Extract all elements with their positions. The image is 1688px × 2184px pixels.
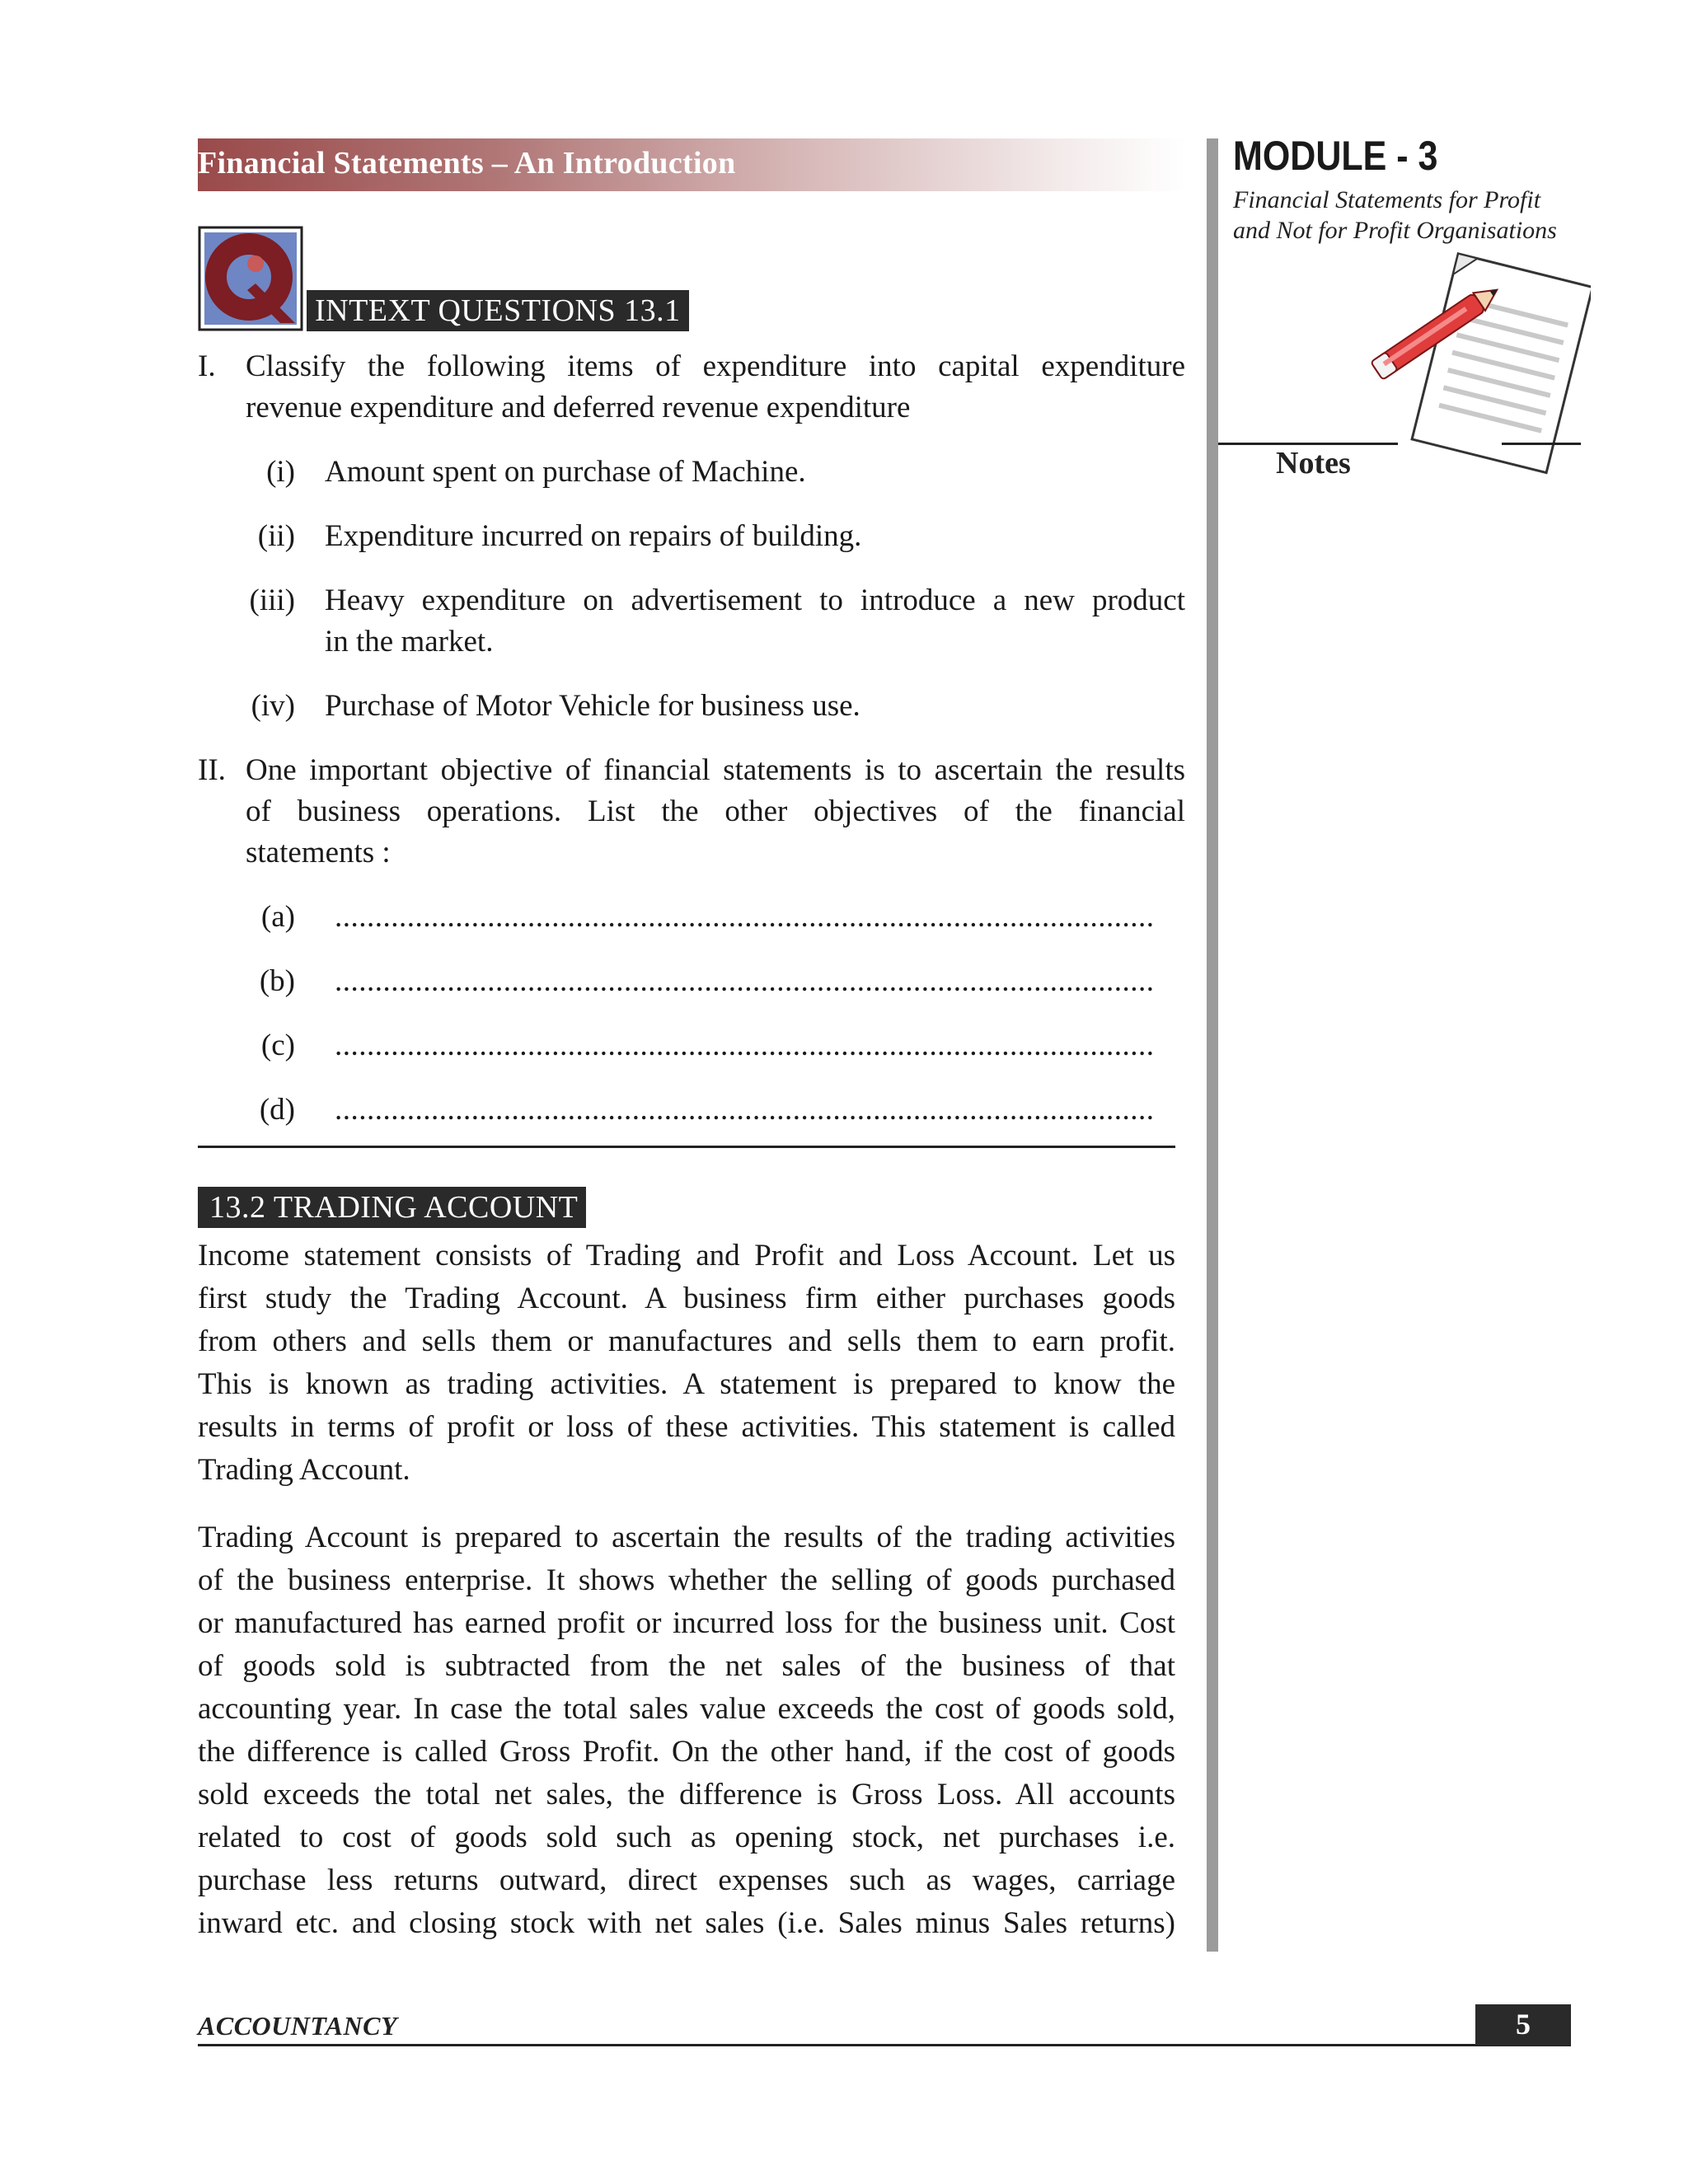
paragraph-line: Trading Account is prepared to ascertain the results of the trading activities	[198, 1521, 1175, 1554]
question-number: I.	[198, 349, 216, 383]
paragraph-1	[198, 1235, 1175, 1492]
notes-rule-right	[1502, 443, 1581, 445]
paragraph-line: inward etc. and closing stock with net sales (i.e. Sales minus Sales returns)	[198, 1906, 1175, 1940]
chapter-title: Financial Statements – An Introduction	[198, 146, 736, 180]
question-text-line: statements :	[246, 836, 391, 869]
answer-blank-line[interactable]: ......................................................................................................	[335, 964, 1155, 998]
answer-blank-line[interactable]: ......................................................................................................	[335, 900, 1155, 934]
paragraph-line: of the business enterprise. It shows whether the selling of goods purchased	[198, 1563, 1175, 1597]
paragraph-line: of goods sold is subtracted from the net sales of the business of that	[198, 1649, 1175, 1683]
module-subtitle	[1233, 185, 1596, 246]
footer-rule	[198, 2044, 1571, 2046]
q-icon	[198, 226, 303, 331]
paragraph-line: sold exceeds the total net sales, the difference is Gross Loss. All accounts	[198, 1778, 1175, 1811]
blank-number: (a)	[260, 900, 295, 934]
question-number: II.	[198, 753, 226, 787]
paragraph-line: from others and sells them or manufactures and sells them to earn profit.	[198, 1324, 1175, 1358]
intext-questions-heading: INTEXT QUESTIONS 13.1	[307, 290, 689, 331]
section-divider	[198, 1146, 1175, 1148]
item-text: Heavy expenditure on advertisement to introduce a new product	[325, 583, 1185, 617]
paragraph-line: Trading Account.	[198, 1453, 410, 1487]
paragraph-2	[198, 1516, 1175, 1945]
module-subtitle-line2: and Not for Profit Organisations	[1233, 217, 1557, 244]
item-number: (ii)	[257, 519, 295, 553]
chapter-header-band	[198, 138, 1187, 191]
question-text-line: Classify the following items of expenditure into capital expenditure	[246, 349, 1185, 383]
item-text: Amount spent on purchase of Machine.	[325, 455, 806, 489]
blank-number: (c)	[260, 1029, 295, 1062]
paragraph-line: results in terms of profit or loss of these activities. This statement is called	[198, 1410, 1175, 1444]
question-text-line: revenue expenditure and deferred revenue expenditure	[246, 391, 911, 424]
blank-number: (d)	[259, 1093, 295, 1127]
footer-subject: ACCOUNTANCY	[198, 2011, 397, 2041]
module-title: MODULE - 3	[1233, 133, 1438, 179]
item-text: Purchase of Motor Vehicle for business use.	[325, 689, 860, 723]
paragraph-line: This is known as trading activities. A statement is prepared to know the	[198, 1367, 1175, 1401]
notes-label: Notes	[1276, 446, 1351, 480]
answer-blank-line[interactable]: ......................................................................................................	[335, 1029, 1155, 1062]
answer-blank-line[interactable]: ......................................................................................................	[335, 1093, 1155, 1127]
item-number: (i)	[266, 455, 295, 489]
margin-divider-bar	[1207, 138, 1218, 1952]
module-subtitle-line1: Financial Statements for Profit	[1233, 186, 1541, 213]
blank-number: (b)	[259, 964, 295, 998]
paragraph-line: first study the Trading Account. A business firm either purchases goods	[198, 1282, 1175, 1315]
item-number: (iii)	[249, 583, 295, 617]
paragraph-line: the difference is called Gross Profit. On the other hand, if the cost of goods	[198, 1735, 1175, 1769]
paragraph-line: or manufactured has earned profit or incurred loss for the business unit. Cost	[198, 1606, 1175, 1640]
paragraph-line: purchase less returns outward, direct expenses such as wages, carriage	[198, 1863, 1175, 1897]
item-number: (iv)	[251, 689, 295, 723]
item-text: in the market.	[325, 625, 494, 658]
section-heading: 13.2 TRADING ACCOUNT	[198, 1187, 586, 1228]
item-text: Expenditure incurred on repairs of building.	[325, 519, 862, 553]
page-number: 5	[1475, 2004, 1571, 2046]
paragraph-line: related to cost of goods sold such as opening stock, net purchases i.e.	[198, 1821, 1175, 1854]
paragraph-line: Income statement consists of Trading and Profit and Loss Account. Let us	[198, 1239, 1175, 1272]
question-text-line: of business operations. List the other objectives of the financial	[246, 794, 1185, 828]
question-text-line: One important objective of financial statements is to ascertain the results	[246, 753, 1185, 787]
paragraph-line: accounting year. In case the total sales value exceeds the cost of goods sold,	[198, 1692, 1175, 1726]
